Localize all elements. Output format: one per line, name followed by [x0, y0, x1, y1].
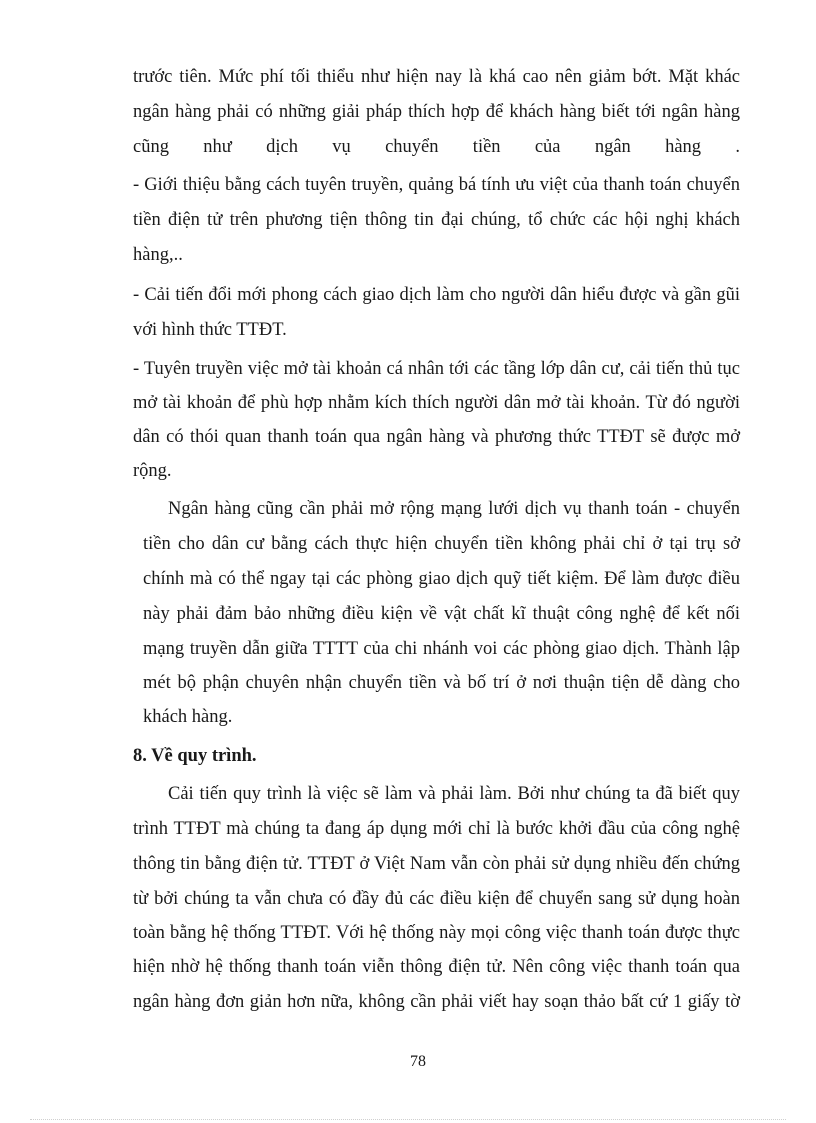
text-line: này phải đảm bảo những điều kiện về vật chất kĩ thuật công nghệ để kết nối [143, 604, 740, 624]
text-line: thông tin bằng điện tử. TTĐT ở Việt Nam vẫn còn phải sử dụng nhiều đến chứng [133, 854, 740, 874]
text-line: toàn bằng hệ thống TTĐT. Với hệ thống này mọi công việc thanh toán được thực [133, 923, 740, 943]
text-line: từ bởi chúng ta vẫn chưa có đầy đủ các điều kiện để chuyển sang sử dụng hoàn [133, 889, 740, 909]
text-line: tiền điện tử trên phương tiện thông tin đại chúng, tổ chức các hội nghị khách [133, 210, 740, 230]
text-line: ngân hàng đơn giản hơn nữa, không cần phải viết hay soạn thảo bất cứ 1 giấy tờ [133, 992, 740, 1012]
text-line: rộng. [133, 461, 172, 481]
text-line: Cải tiến quy trình là việc sẽ làm và phải làm. Bởi như chúng ta đã biết quy [168, 784, 740, 804]
text-line: trình TTĐT mà chúng ta đang áp dụng mới chỉ là bước khởi đầu của công nghệ [133, 819, 740, 839]
text-line: hiện nhờ hệ thống thanh toán viễn thông điện tử. Nên công việc thanh toán qua [133, 957, 740, 977]
page-number: 78 [410, 1053, 426, 1070]
text-line: - Tuyên truyền việc mở tài khoản cá nhân tới các tầng lớp dân cư, cải tiến thủ tục [133, 359, 740, 379]
text-line: Ngân hàng cũng cần phải mở rộng mạng lưới dịch vụ thanh toán - chuyển [168, 499, 740, 519]
text-line: chính mà có thể ngay tại các phòng giao dịch quỹ tiết kiệm. Để làm được điều [143, 569, 740, 589]
text-line: - Cải tiến đổi mới phong cách giao dịch làm cho người dân hiểu được và gần gũi [133, 285, 740, 305]
text-line: cũng như dịch vụ chuyển tiền của ngân hàng . [133, 137, 740, 157]
text-line: mét bộ phận chuyên nhận chuyển tiền và bố trí ở nơi thuận tiện dễ dàng cho [143, 673, 740, 693]
text-line: mạng truyền dẫn giữa TTTT của chi nhánh voi các phòng giao dịch. Thành lập [143, 639, 740, 659]
text-line: ngân hàng phải có những giải pháp thích hợp để khách hàng biết tới ngân hàng [133, 102, 740, 122]
text-line: tiền cho dân cư bằng cách thực hiện chuyển tiền không phải chỉ ở tại trụ sở [143, 534, 740, 554]
text-line: khách hàng. [143, 707, 233, 727]
text-line: dân có thói quan thanh toán qua ngân hàng và phương thức TTĐT sẽ được mở [133, 427, 740, 447]
text-line: với hình thức TTĐT. [133, 320, 287, 340]
text-line: - Giới thiệu bằng cách tuyên truyền, quảng bá tính ưu việt của thanh toán chuyển [133, 175, 740, 195]
text-line: trước tiên. Mức phí tối thiểu như hiện nay là khá cao nên giảm bớt. Mặt khác [133, 67, 740, 87]
text-line: hàng,.. [133, 245, 183, 265]
page-bottom-border [30, 1119, 786, 1120]
text-line: mở tài khoản để phù hợp nhằm kích thích người dân mở tài khoản. Từ đó người [133, 393, 740, 413]
section-heading: 8. Về quy trình. [133, 746, 257, 766]
